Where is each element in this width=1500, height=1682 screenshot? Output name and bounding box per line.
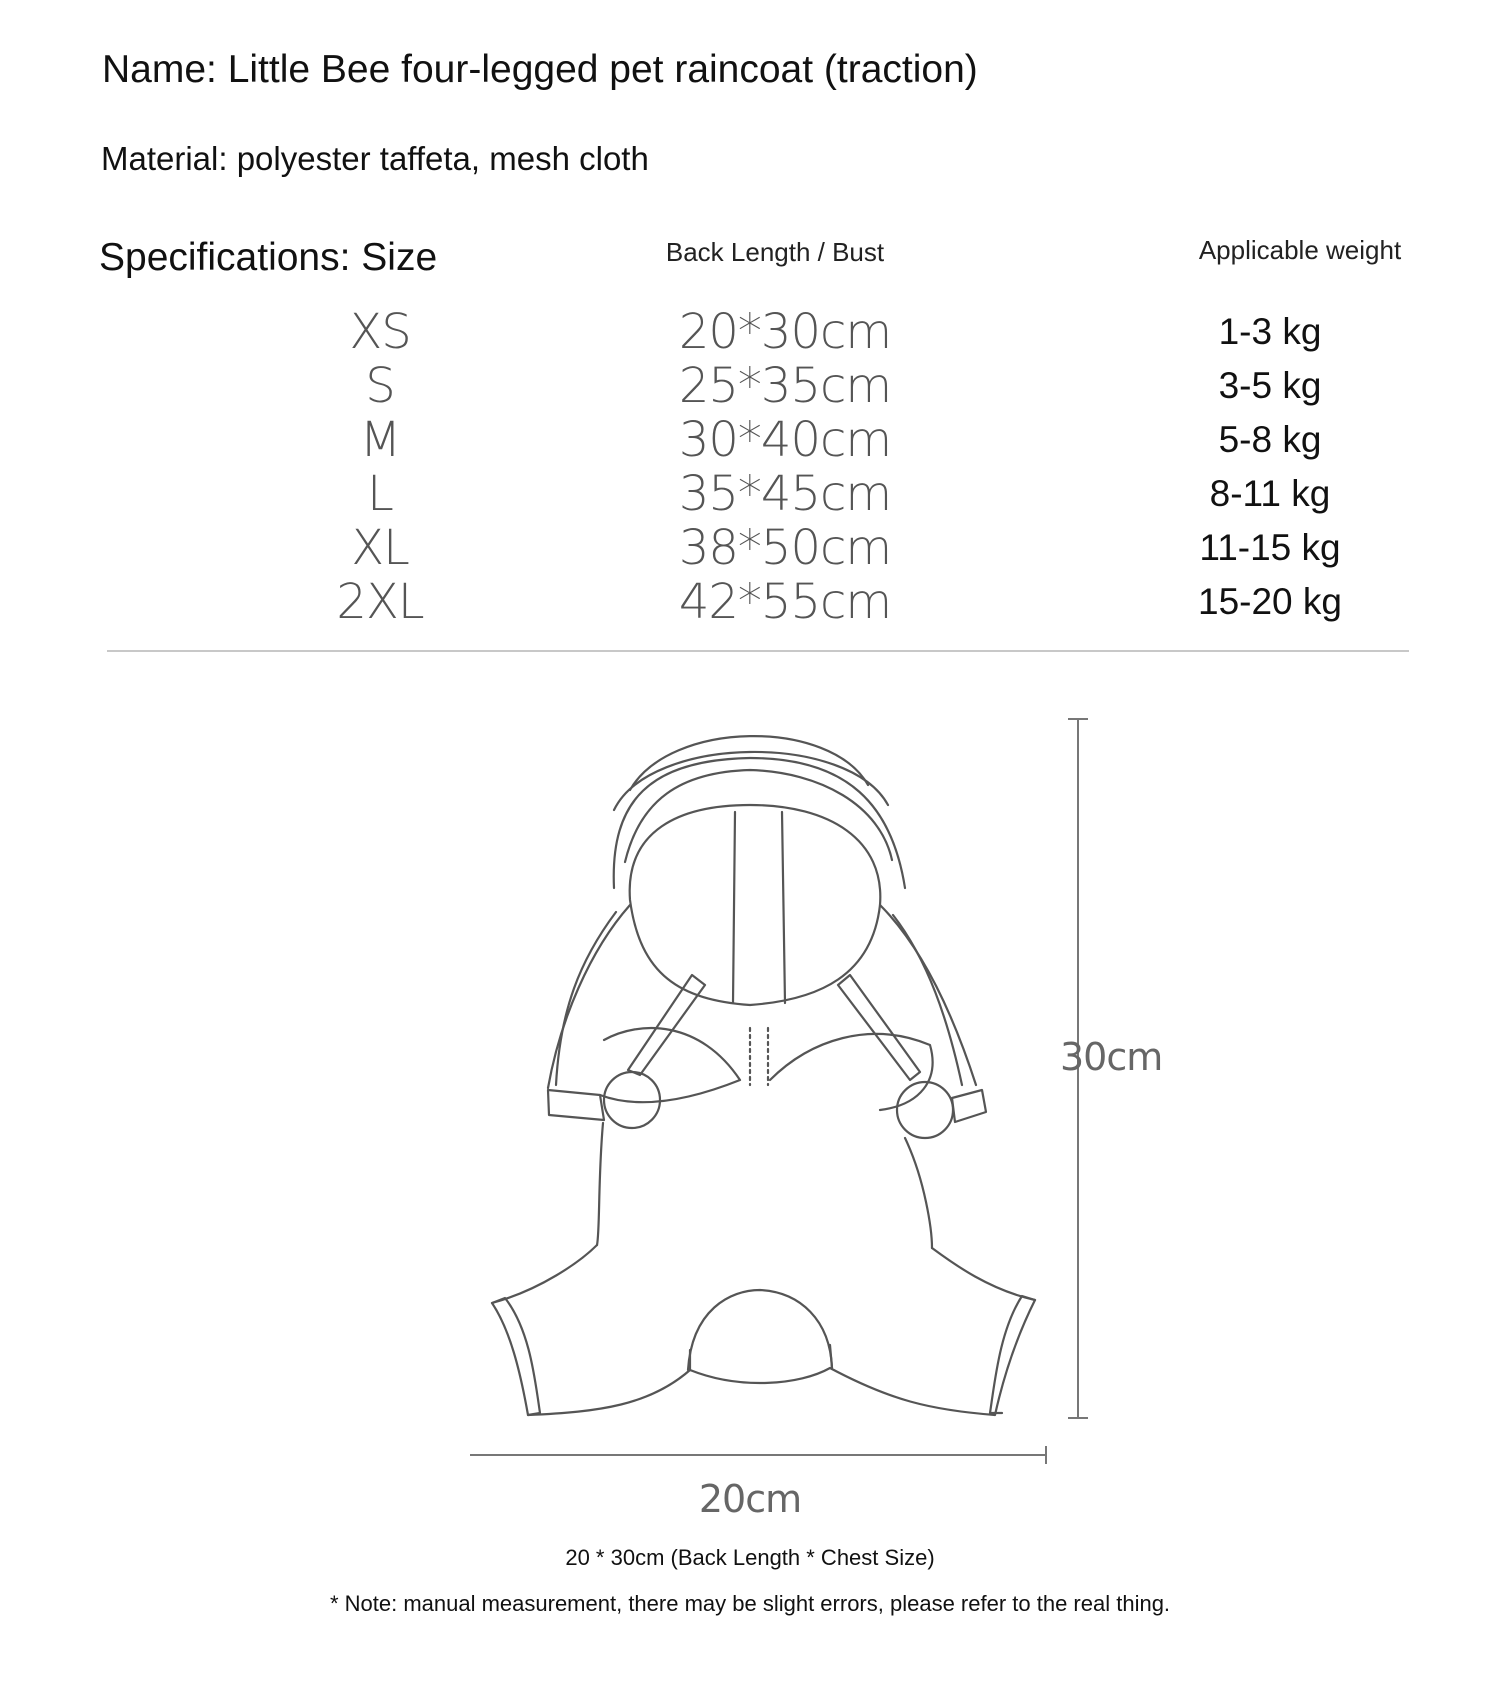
harness-chest-right	[770, 1034, 933, 1110]
dimensions-column	[650, 305, 920, 629]
hood-center-stripe	[733, 812, 735, 1003]
weight-cell: 15-20 kg	[1198, 581, 1342, 622]
harness-chest-left	[600, 1028, 740, 1102]
product-name: Name: Little Bee four-legged pet raincoat (traction)	[102, 48, 978, 91]
size-column	[280, 305, 480, 629]
weight-column	[1150, 305, 1390, 629]
measurement-note: * Note: manual measurement, there may be slight errors, please refer to the real thing.	[329, 1591, 1171, 1616]
weight-cell: 3-5 kg	[1218, 365, 1322, 406]
weight-cell: 8-11 kg	[1209, 473, 1331, 514]
hood-face	[630, 805, 881, 1005]
left-cuff	[548, 1090, 604, 1120]
hood-ring-inner-2	[625, 770, 892, 862]
left-leg-ring	[604, 1072, 660, 1128]
dimensions-cell: 25*35cm	[678, 358, 892, 414]
size-cell: S	[365, 358, 395, 414]
dimensions-cell: 20*30cm	[678, 304, 892, 360]
section-divider	[107, 650, 1409, 652]
left-side-outline	[548, 905, 630, 1088]
dimensions-cell: 42*55cm	[678, 574, 892, 630]
harness-left-strap	[628, 975, 705, 1075]
size-cell: M	[359, 412, 401, 468]
body-left	[597, 1123, 603, 1245]
crotch-inner-right	[830, 1345, 832, 1368]
specifications-title: Specifications: Size	[99, 236, 438, 279]
left-hind-leg	[492, 1245, 1035, 1415]
right-cuff	[952, 1090, 986, 1122]
harness-right-strap	[838, 975, 920, 1080]
body-right	[905, 1138, 932, 1248]
width-dimension-label: 20cm	[698, 1477, 802, 1521]
weight-cell: 5-8 kg	[1218, 419, 1322, 460]
size-cell: 2XL	[336, 574, 424, 630]
dimensions-cell: 35*45cm	[678, 466, 892, 522]
crotch-curve	[688, 1290, 832, 1370]
dimensions-cell: 30*40cm	[678, 412, 892, 468]
header-applicable-weight: Applicable weight	[1198, 235, 1402, 265]
right-leg-ring	[897, 1082, 953, 1138]
left-side-stripe	[556, 912, 616, 1085]
weight-cell: 11-15 kg	[1199, 527, 1341, 568]
size-cell: XS	[349, 304, 411, 360]
size-cell: L	[367, 466, 393, 522]
raincoat-diagram	[470, 715, 1230, 1465]
right-side-stripe	[893, 915, 962, 1085]
diagram-caption: 20 * 30cm (Back Length * Chest Size)	[565, 1545, 935, 1570]
dimensions-cell: 38*50cm	[678, 520, 892, 576]
product-material: Material: polyester taffeta, mesh cloth	[101, 140, 649, 177]
hood-center-stripe-2	[782, 812, 785, 1003]
size-cell: XL	[351, 520, 409, 576]
header-back-length: Back Length / Bust	[665, 237, 885, 267]
weight-cell: 1-3 kg	[1218, 311, 1322, 352]
height-dimension-label: 30cm	[1060, 1035, 1163, 1079]
